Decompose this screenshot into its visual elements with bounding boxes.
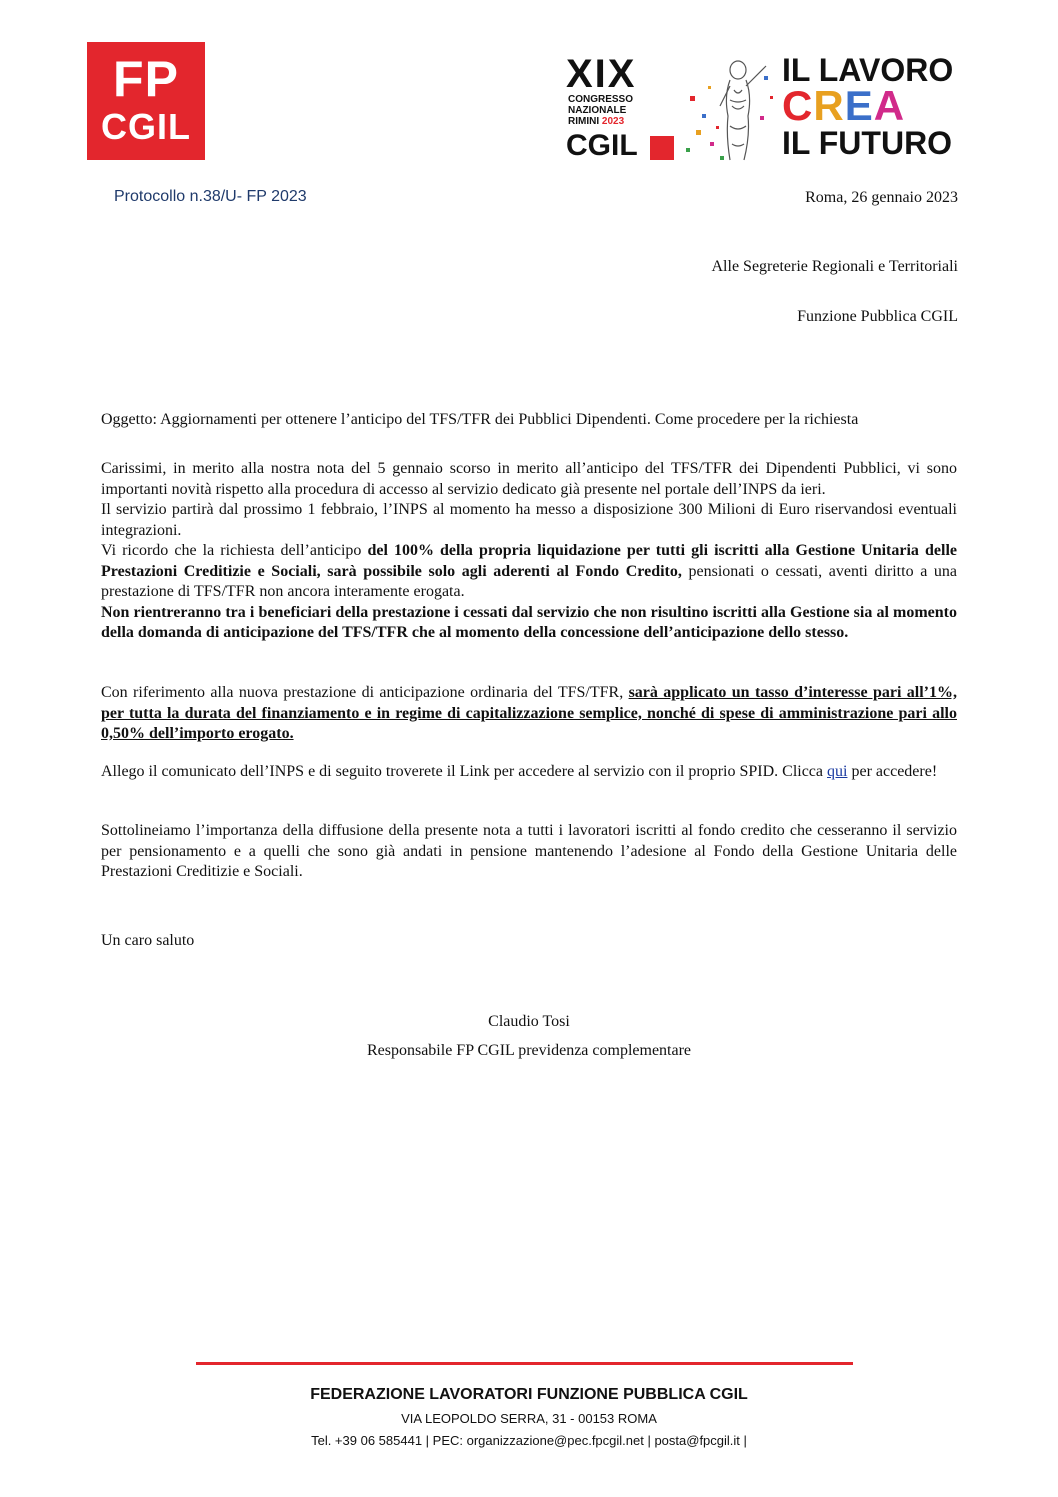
body-text: Carissimi, in merito alla nostra nota del 5 gennaio scorso in merito all’anticipo del TFS/TFR dei Dipendenti Pubblici, vi sono importanti novità rispetto alla procedura di accesso al servizio dedicato già presente nel portale dell’INPS da ieri. <box>101 460 957 498</box>
body-text-mixed <box>101 541 957 603</box>
fp-logo-line2: CGIL <box>101 106 191 147</box>
congress-logo <box>562 54 958 164</box>
body-paragraph-3 <box>101 762 957 783</box>
body-text: Il servizio partirà dal prossimo 1 febbraio, l’INPS al momento ha messo a disposizione 300 Milioni di Euro riservandosi eventuali integrazioni. <box>101 501 957 539</box>
letter-date: Roma, 26 gennaio 2023 <box>805 189 958 206</box>
congress-slogan <box>782 54 953 160</box>
body-paragraph-1 <box>101 459 957 644</box>
footer-organization: FEDERAZIONE LAVORATORI FUNZIONE PUBBLICA CGIL <box>310 1386 748 1403</box>
congress-caption <box>568 94 648 127</box>
letter-subject: Oggetto: Aggiornamenti per ottenere l’anticipo del TFS/TFR dei Pubblici Dipendenti. Come procedere per la richiesta <box>101 411 859 428</box>
congress-caption-line3 <box>568 116 648 127</box>
signature-role: Responsabile FP CGIL previdenza complementare <box>366 1042 692 1059</box>
congress-year: 2023 <box>601 116 625 127</box>
slogan-line3: IL FUTURO <box>782 125 953 161</box>
signature-name: Claudio Tosi <box>488 1013 570 1030</box>
brand-square-icon <box>650 136 674 160</box>
body-bold-text: Non rientreranno tra i beneficiari della prestazione i cessati dal servizio che non risultino iscritti alla Gestione sia al momento della domanda di anticipazione del TFS/TFR che al momento della concessione dell’anticipazione dello stesso. <box>101 603 957 641</box>
slogan-letter: C <box>782 82 814 129</box>
congress-caption-line2: NAZIONALE <box>568 105 627 116</box>
slogan-letter: A <box>873 82 906 129</box>
recipient-line: Funzione Pubblica CGIL <box>797 308 958 325</box>
fp-cgil-logo <box>87 42 205 160</box>
body-bold-underlined-text: sarà applicato un tasso d’interesse pari all’1%, per tutta la durata del finanziamento e in regime di capitalizzazione semplice, nonché di spese di amministrazione pari allo 0,50% dell’importo erogato. <box>101 684 958 742</box>
spid-access-link[interactable]: qui <box>827 763 848 780</box>
closing-greeting: Un caro saluto <box>101 932 195 949</box>
protocol-number: Protocollo n.38/U- FP 2023 <box>114 188 307 205</box>
body-paragraph-2 <box>101 683 957 745</box>
fp-logo-line1: FP <box>113 51 179 107</box>
body-text: pensionati o cessati, aventi diritto a una prestazione di TFS/TFR non ancora interamente erogata. <box>101 562 958 600</box>
recipient-line: Alle Segreterie Regionali e Territoriali <box>711 258 958 275</box>
slogan-line1: IL LAVORO <box>782 52 954 88</box>
body-text: Vi ricordo che la richiesta dell’anticipo <box>101 542 368 559</box>
slogan-letter: E <box>844 82 874 129</box>
body-text: Allego il comunicato dell’INPS e di seguito troverete il Link per accedere al servizio con il proprio SPID. Clicca <box>101 763 828 780</box>
body-bold-text: del 100% della propria liquidazione per tutti gli iscritti alla Gestione Unitaria delle Prestazioni Creditizie e Sociali, sarà possibile solo agli aderenti al Fondo Credito, <box>101 542 957 580</box>
congress-numeral: XIX <box>566 52 637 96</box>
congress-brand: CGIL <box>566 129 638 162</box>
body-text: Con riferimento alla nuova prestazione di anticipazione ordinaria del TFS/TFR, <box>101 684 629 701</box>
slogan-letter: R <box>813 82 845 129</box>
slogan-line2 <box>782 82 953 129</box>
footer-divider <box>196 1362 853 1365</box>
congress-city: RIMINI <box>568 116 600 127</box>
body-text: per accedere! <box>847 763 938 780</box>
congress-caption-line1: CONGRESSO <box>568 94 634 105</box>
statue-illustration-icon <box>680 56 784 162</box>
body-paragraph-4: Sottolineiamo l’importanza della diffusione della presente nota a tutti i lavoratori iscritti al fondo credito che cesseranno il servizio per pensionamento e a quelli che sono già andati in pensione mantenendo l’adesione al Fondo della Gestione Unitaria delle Prestazioni Creditizie e Sociali. <box>101 822 957 880</box>
footer-contacts: Tel. +39 06 585441 | PEC: organizzazione@pec.fpcgil.net | posta@fpcgil.it | <box>311 1433 747 1448</box>
footer-address: VIA LEOPOLDO SERRA, 31 - 00153 ROMA <box>401 1411 657 1426</box>
